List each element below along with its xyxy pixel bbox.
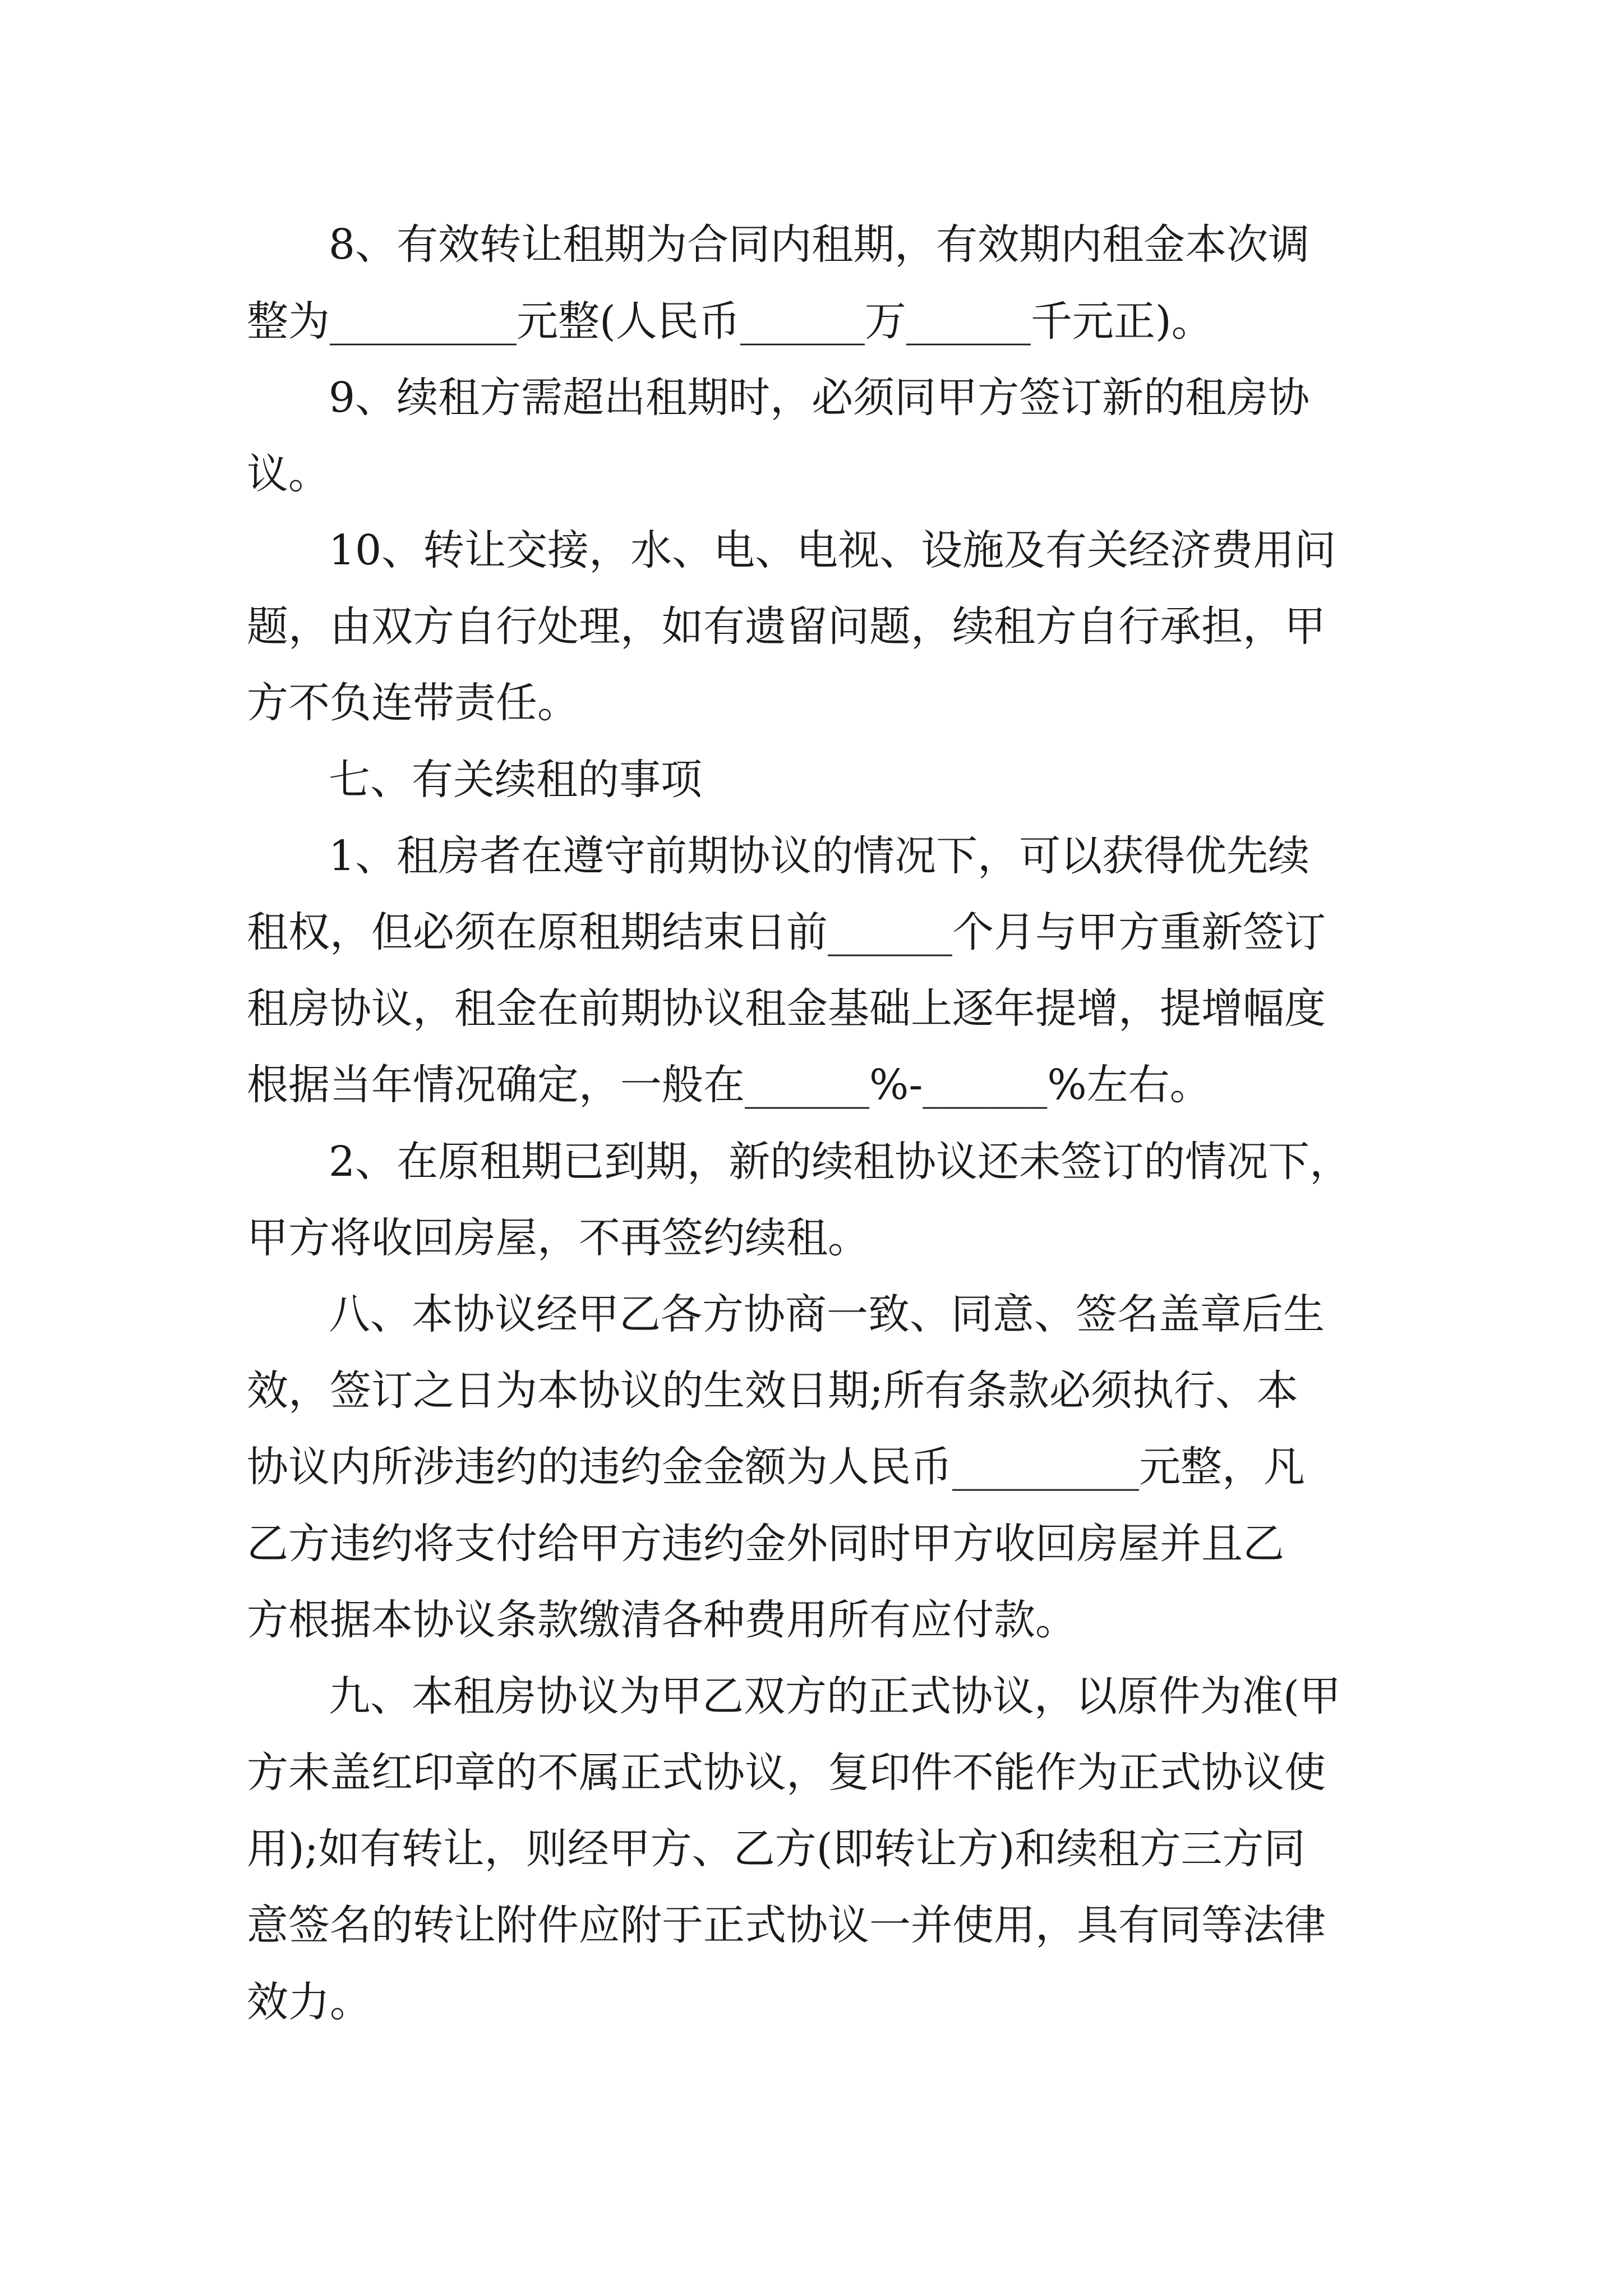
text-line: 根据当年情况确定，一般在______%-______%左右。 [247, 1061, 1211, 1109]
text-line: 乙方违约将支付给甲方违约金外同时甲方收回房屋并且乙 [247, 1520, 1284, 1568]
text-line: 9、续租方需超出租期时，必须同甲方签订新的租房协 [329, 374, 1310, 422]
text-line: 租房协议，租金在前期协议租金基础上逐年提增，提增幅度 [247, 984, 1326, 1033]
section-heading: 七、有关续租的事项 [329, 756, 702, 804]
text-line: 用);如有转让，则经甲方、乙方(即转让方)和续租方三方同 [247, 1825, 1306, 1873]
section-heading: 八、本协议经甲乙各方协商一致、同意、签名盖章后生 [329, 1290, 1325, 1338]
section-heading: 九、本租房协议为甲乙双方的正式协议，以原件为准(甲 [329, 1672, 1341, 1720]
text-line: 整为_________元整(人民币______万______千元正)。 [247, 297, 1213, 346]
text-line: 题，由双方自行处理，如有遗留问题，续租方自行承担，甲 [247, 602, 1326, 651]
text-line: 方不负连带责任。 [247, 679, 579, 727]
text-line: 议。 [247, 450, 330, 498]
text-line: 8、有效转让租期为合同内租期，有效期内租金本次调 [329, 220, 1310, 269]
text-line: 1、租房者在遵守前期协议的情况下，可以获得优先续 [329, 832, 1310, 880]
text-line: 效，签订之日为本协议的生效日期;所有条款必须执行、本 [247, 1366, 1298, 1415]
text-line: 方未盖红印章的不属正式协议，复印件不能作为正式协议使 [247, 1749, 1326, 1797]
text-line: 效力。 [247, 1978, 371, 2026]
text-line: 方根据本协议条款缴清各种费用所有应付款。 [247, 1596, 1077, 1644]
text-line: 2、在原租期已到期，新的续租协议还未签订的情况下， [329, 1138, 1352, 1186]
text-line: 协议内所涉违约的违约金金额为人民币_________元整，凡 [247, 1443, 1305, 1491]
text-line: 意签名的转让附件应附于正式协议一并使用，具有同等法律 [247, 1901, 1326, 1949]
text-line: 租权，但必须在原租期结束日前______个月与甲方重新签订 [247, 908, 1326, 956]
text-line: 甲方将收回房屋，不再签约续租。 [247, 1214, 869, 1262]
text-line: 10、转让交接，水、电、电视、设施及有关经济费用问 [329, 526, 1336, 574]
